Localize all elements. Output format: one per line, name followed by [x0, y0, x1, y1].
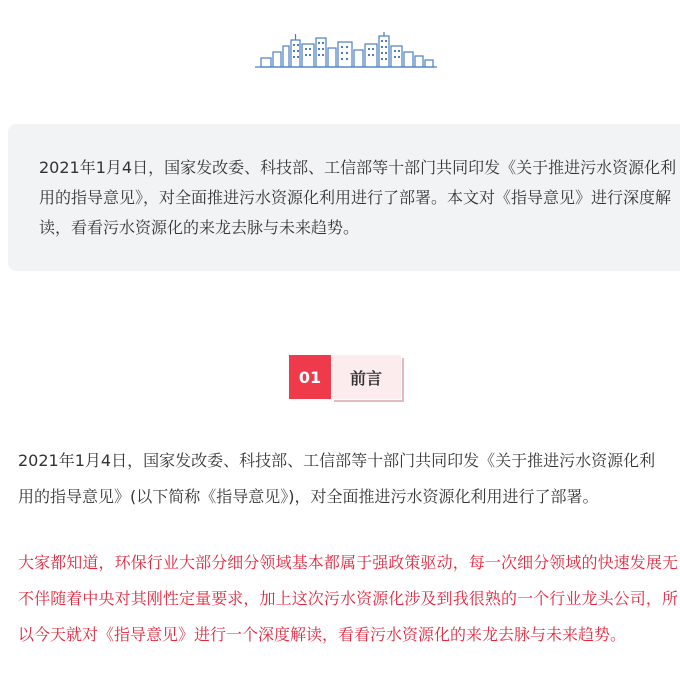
section-number: 01 [289, 355, 331, 399]
city-skyline-icon [255, 32, 437, 68]
section-title-box [331, 355, 401, 399]
section-title: 前言 [349, 368, 382, 388]
body-paragraph-highlight: 大家都知道，环保行业大部分细分领域基本都属于强政策驱动，每一次细分领域的快速发展无不伴随着中央对其刚性定量要求，加上这次污水资源化涉及到我很熟的一个行业龙头公司，所以今天就对《指导意见》进行一个深度解读，看看污水资源化的来龙去脉与未来趋势。 [18, 553, 678, 644]
section-header [289, 355, 401, 401]
body-paragraph-intro: 2021年1月4日，国家发改委、科技部、工信部等十部门共同印发《关于推进污水资源化利用的指导意见》(以下简称《指导意见》)，对全面推进污水资源化利用进行了部署。 [18, 451, 656, 506]
summary-box [8, 124, 680, 271]
summary-text: 2021年1月4日，国家发改委、科技部、工信部等十部门共同印发《关于推进污水资源化利用的指导意见》，对全面推进污水资源化利用进行了部署。本文对《指导意见》进行深度解读，看看污水资源化的来龙去脉与未来趋势。 [39, 158, 677, 237]
